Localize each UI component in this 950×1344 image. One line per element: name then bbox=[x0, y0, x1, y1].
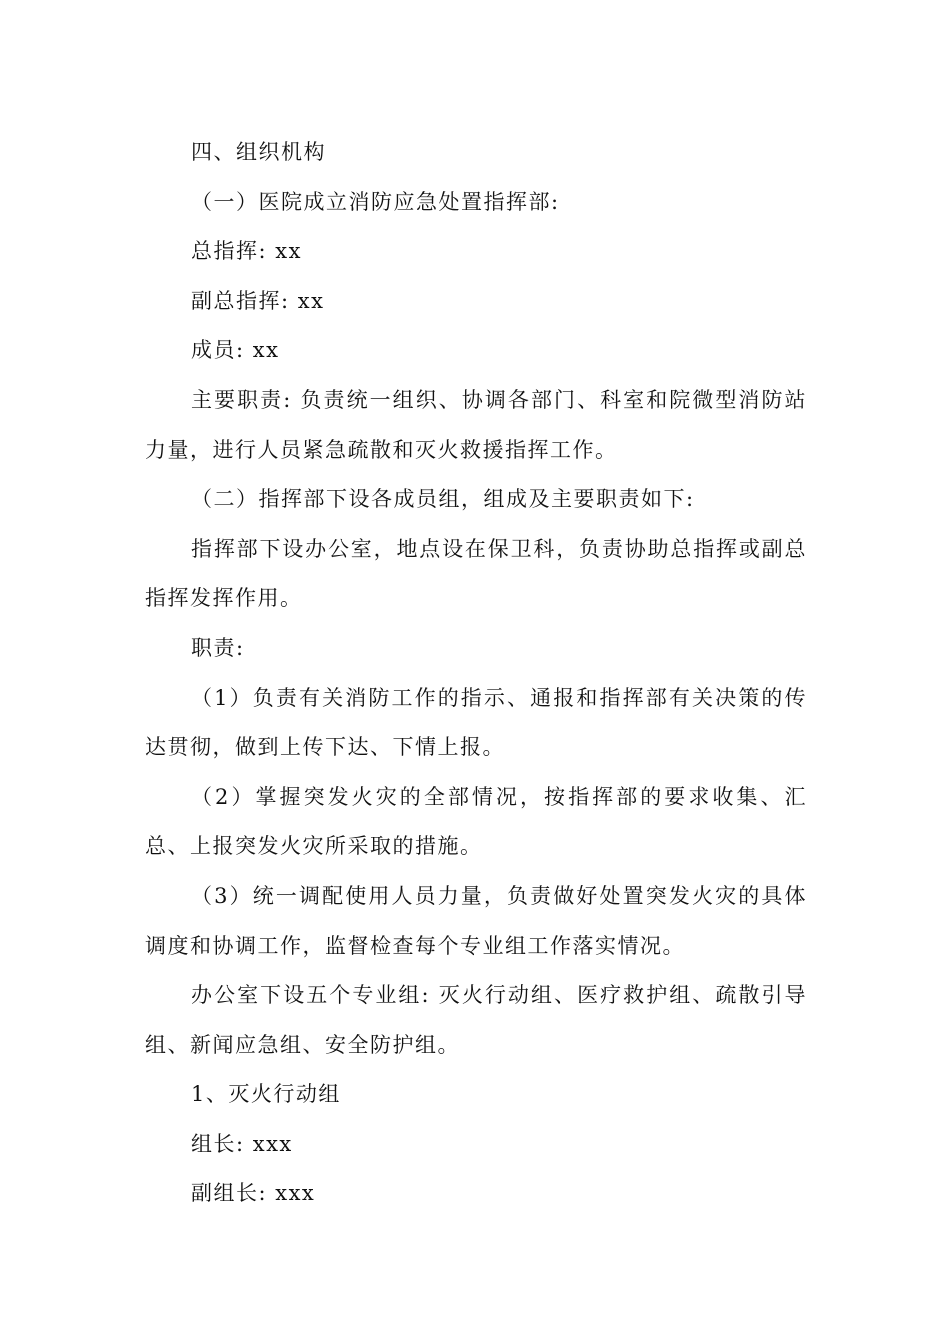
duty-item: （3）统一调配使用人员力量，负责做好处置突发火灾的具体调度和协调工作，监督检查每个专业组工作落实情况。 bbox=[145, 883, 807, 958]
office-paragraph: 指挥部下设办公室，地点设在保卫科，负责协助总指挥或副总指挥发挥作用。 bbox=[145, 536, 807, 611]
section-heading: 四、组织机构 bbox=[191, 140, 326, 164]
subsection-heading: （一）医院成立消防应急处置指挥部: bbox=[191, 189, 560, 214]
groups-paragraph: 办公室下设五个专业组: 灭火行动组、医疗救护组、疏散引导组、新闻应急组、安全防护组。 bbox=[145, 983, 807, 1057]
document-body bbox=[145, 128, 807, 1219]
chief-commander-line: 总指挥: xx bbox=[191, 239, 302, 264]
main-duties-paragraph: 主要职责: 负责统一组织、协调各部门、科室和院微型消防站力量，进行人员紧急疏散和灭火救援指挥工作。 bbox=[145, 387, 807, 462]
duty-item: （1）负责有关消防工作的指示、通报和指挥部有关决策的传达贯彻，做到上传下达、下情上报。 bbox=[145, 685, 807, 760]
members-line: 成员: xx bbox=[191, 338, 280, 363]
duties-label: 职责: bbox=[191, 635, 245, 660]
deputy-group-leader-line: 副组长: xxx bbox=[191, 1181, 316, 1206]
group-leader-line: 组长: xxx bbox=[191, 1131, 293, 1156]
deputy-commander-line: 副总指挥: xx bbox=[191, 288, 325, 313]
subsection-heading: （二）指挥部下设各成员组，组成及主要职责如下: bbox=[191, 487, 695, 512]
duty-item: （2）掌握突发火灾的全部情况，按指挥部的要求收集、汇总、上报突发火灾所采取的措施。 bbox=[145, 784, 807, 859]
group-heading: 1、灭火行动组 bbox=[191, 1082, 341, 1107]
